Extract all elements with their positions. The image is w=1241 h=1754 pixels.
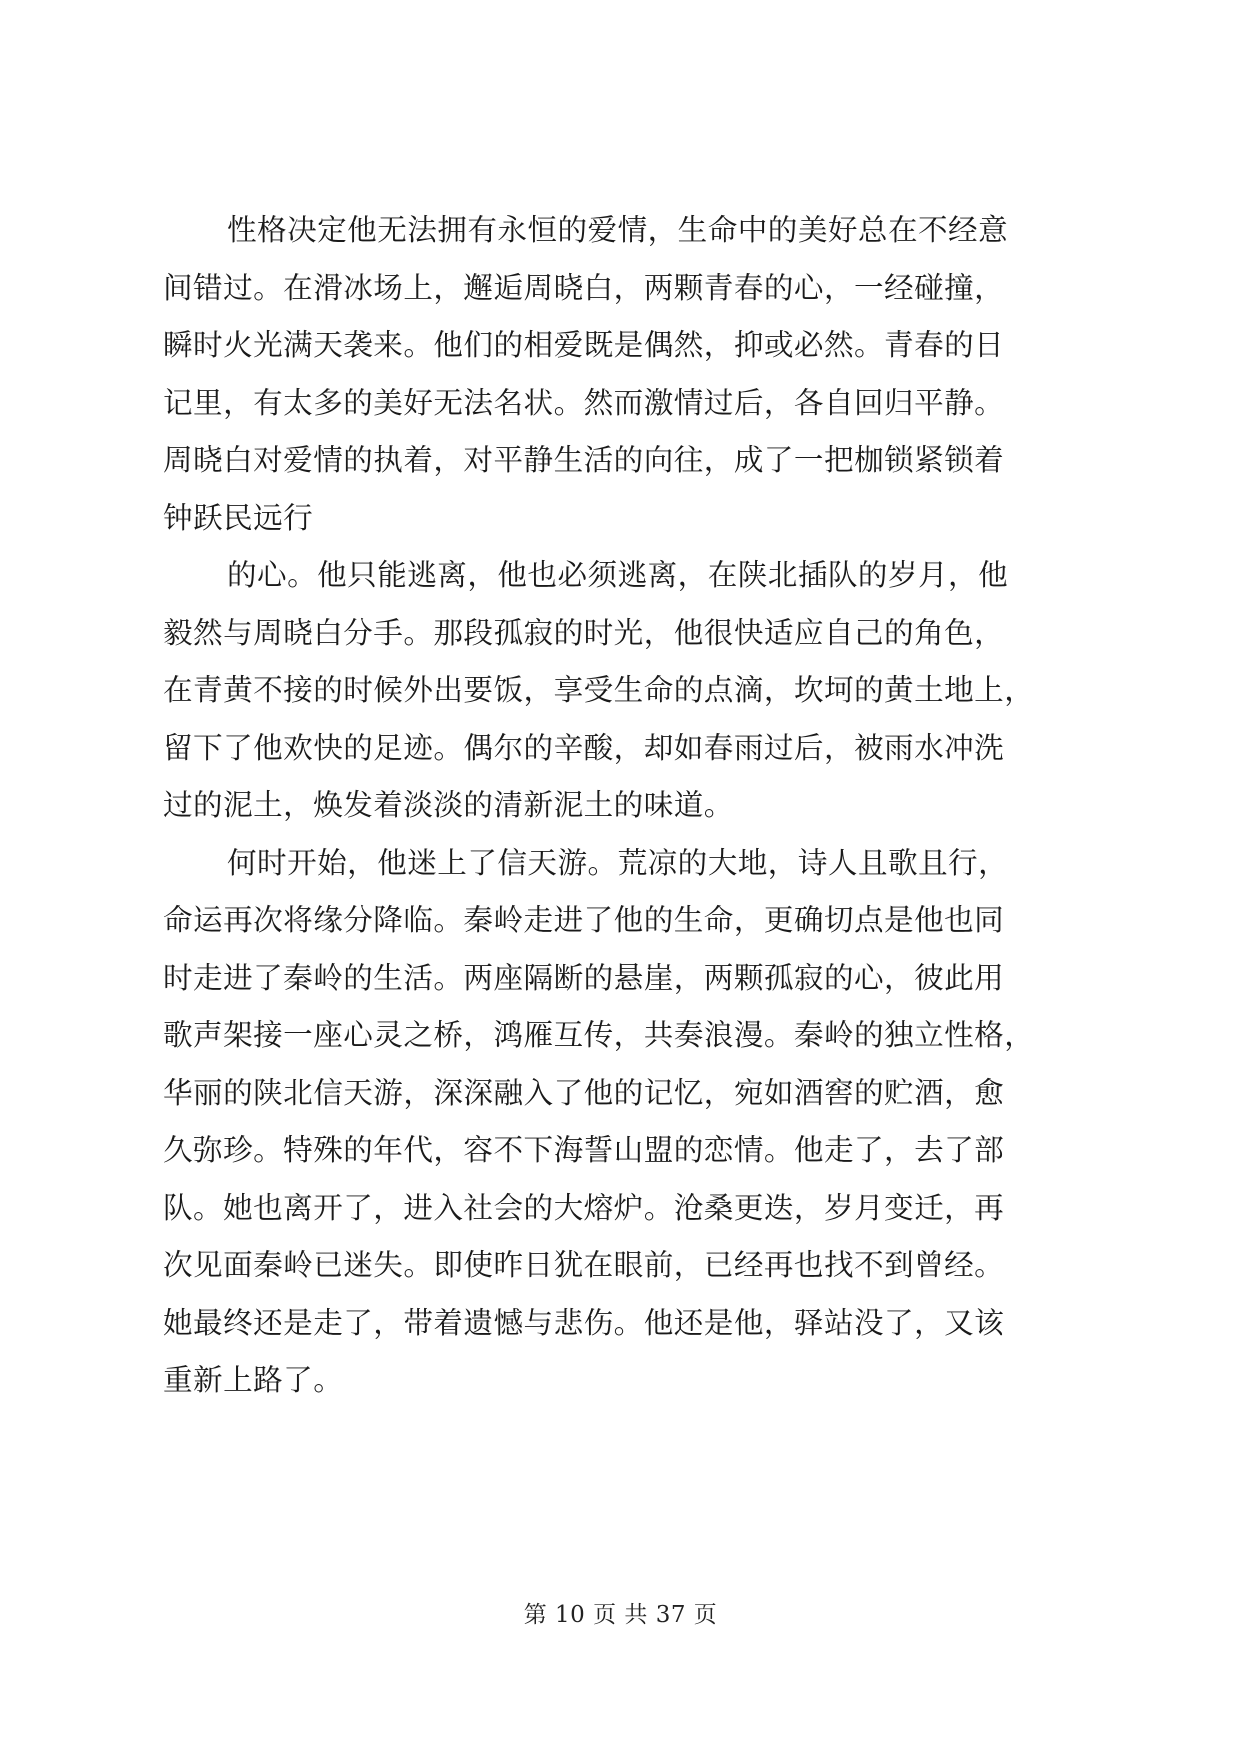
text-line: 留下了他欢快的足迹。偶尔的辛酸，却如春雨过后，被雨水冲洗: [163, 730, 1005, 765]
page-number-footer: 第 10 页 共 37 页: [523, 1602, 718, 1628]
text-line: 次见面秦岭已迷失。即使昨日犹在眼前，已经再也找不到曾经。: [163, 1248, 1005, 1282]
text-line: 毅然与周晓白分手。那段孤寂的时光，他很快适应自己的角色，: [163, 615, 1005, 650]
text-line: 华丽的陕北信天游，深深融入了他的记忆，宛如酒窖的贮酒，愈: [163, 1075, 1005, 1110]
text-line: 瞬时火光满天袭来。他们的相爱既是偶然，抑或必然。青春的日: [163, 328, 1005, 362]
text-line: 队。她也离开了，进入社会的大熔炉。沧桑更迭，岁月变迁，再: [163, 1190, 1005, 1225]
text-line: 命运再次将缘分降临。秦岭走进了他的生命，更确切点是他也同: [163, 903, 1005, 937]
paragraph-2: [163, 547, 1083, 835]
text-line: 间错过。在滑冰场上，邂逅周晓白，两颗青春的心，一经碰撞，: [163, 270, 1005, 305]
text-line: 的心。他只能逃离，他也必须逃离，在陕北插队的岁月，他: [227, 558, 1009, 592]
text-line: 过的泥土，焕发着淡淡的清新泥土的味道。: [163, 788, 734, 822]
text-line: 何时开始，他迷上了信天游。荒凉的大地，诗人且歌且行，: [227, 845, 1009, 880]
text-line: 周晓白对爱情的执着，对平静生活的向往，成了一把枷锁紧锁着: [163, 443, 1005, 477]
text-line: 歌声架接一座心灵之桥，鸿雁互传，共奏浪漫。秦岭的独立性格，: [163, 1018, 1035, 1052]
text-line: 重新上路了。: [163, 1363, 344, 1397]
text-line: 久弥珍。特殊的年代，容不下海誓山盟的恋情。他走了，去了部: [163, 1133, 1005, 1167]
article-body: [163, 202, 1083, 1410]
paragraph-3: [163, 835, 1083, 1410]
text-line: 她最终还是走了，带着遗憾与悲伤。他还是他，驿站没了，又该: [163, 1305, 1005, 1340]
text-line: 钟跃民远行: [163, 500, 314, 535]
text-line: 时走进了秦岭的生活。两座隔断的悬崖，两颗孤寂的心，彼此用: [163, 960, 1005, 995]
text-line: 在青黄不接的时候外出要饭，享受生命的点滴，坎坷的黄土地上，: [163, 673, 1035, 707]
text-line: 记里，有太多的美好无法名状。然而激情过后，各自回归平静。: [163, 385, 1005, 420]
paragraph-1: [163, 202, 1083, 547]
text-line: 性格决定他无法拥有永恒的爱情，生命中的美好总在不经意: [227, 213, 1009, 247]
